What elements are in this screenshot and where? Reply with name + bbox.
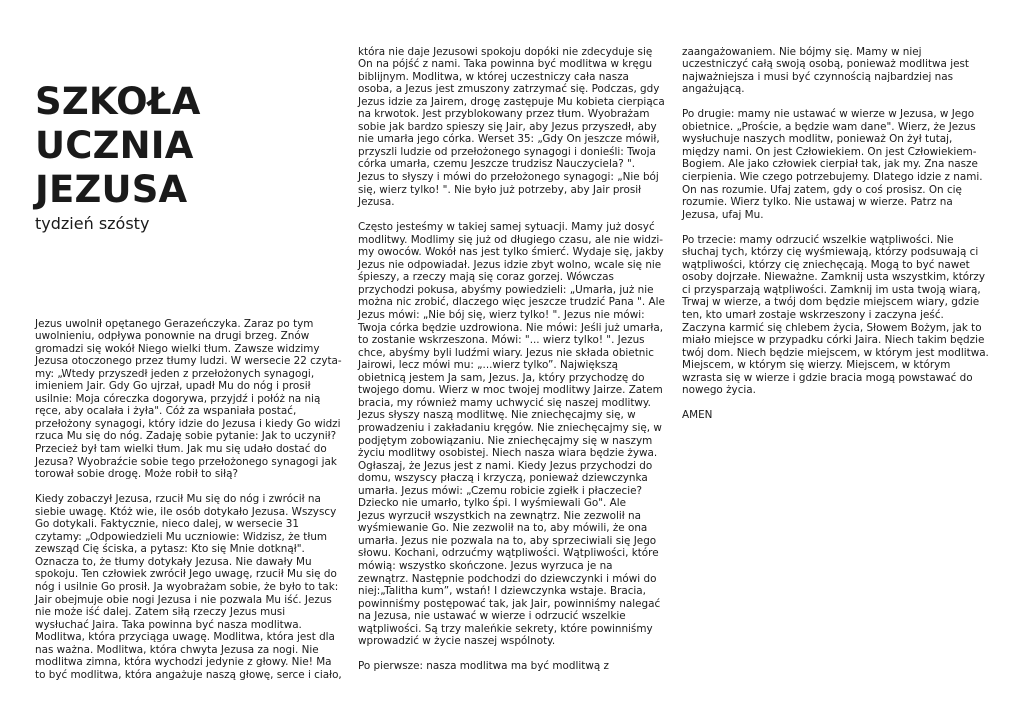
text-column-2	[358, 33, 668, 685]
paragraph: Po drugie: mamy nie ustawać w wierze w Jezusa, w Jego obietnice. „Proście, a będzie wam dane". Wierz, że Jezus wysłuchuje naszych modlitw, ponieważ On żył tutaj, między nami. On jest Człowiekiem. On jest Człowiekiem- Bogiem. Ale jako człowiek cierpiał tak, jak my. Zna nasze cierpienia. Wie czego potrzebujemy. Dlatego idzie z nami. On nas rozumie. Ufaj zatem, gdy o coś prosisz. On cię rozumie. Wierz tylko. Nie ustawaj w wierze. Patrz na Jezusa, ufaj Mu.	[682, 108, 983, 221]
paragraph: Jezus uwolnił opętanego Gerazeńczyka. Zaraz po tym uwolnieniu, odpływa ponownie na drugi brzeg. Znów gromadzi się wokół Niego wielki tłum. Zawsze widzimy Jezusa otoczonego przez tłumy ludzi. W wersecie 22 czyta- my: „Wtedy przyszedł jeden z przełożonych synagogi, imieniem Jair. Gdy Go ujrzał, upadł Mu do nóg i prosił usilnie: Moja córeczka dogorywa, przyjdź i połóż na nią ręce, aby ocalała i żyła". Cóż za wspaniała postać, przełożony synagogi, który idzie do Jezusa i kiedy Go widzi rzuca Mu się do nóg. Zadaję sobie pytanie: Jak to uczynił? Przecież był tam wielki tłum. Jak mu się udało dostać do Jezusa? Wyobraźcie sobie tego przełożonego synagogi jak torował sobie drogę. Może robił to siłą?	[35, 317, 342, 481]
page-title	[35, 80, 355, 212]
paragraph: Kiedy zobaczył Jezusa, rzucił Mu się do nóg i zwrócił na siebie uwagę. Któż wie, ile osób dotykało Jezusa. Wszyscy Go dotykali. Faktycznie, nieco dalej, w wersecie 31 czytamy: „Odpowiedzieli Mu uczniowie: Widzisz, że tłum zewsząd Cię ściska, a pytasz: Kto się Mnie dotknął". Oznacza to, że tłumy dotykały Jezusa. Nie dawały Mu spokoju. Ten człowiek zwrócił Jego uwagę, rzucił Mu się do nóg i usilnie Go prosił. Ja wyobrażam sobie, że było to tak: Jair obejmuje obie nogi Jezusa i nie pozwala Mu iść. Jezus nie może iść dalej. Zatem siłą rzeczy Jezus musi wysłuchać Jaira. Taka powinna być nasza modlitwa. Modlitwa, która przyciąga uwagę. Modlitwa, która jest dla nas ważna. Modlitwa, która chwyta Jezusa za nogi. Nie modlitwa zimna, która wychodzi jedynie z głowy. Nie! Ma to być modlitwa, która angażuje naszą głowę, serce i ciało,	[35, 493, 342, 681]
paragraph: Po trzecie: mamy odrzucić wszelkie wątpliwości. Nie słuchaj tych, którzy cię wyśmiewają, którzy podsuwają ci wątpliwości, którzy cię zniechęcają. Mogą to być nawet osoby dojrzałe. Nieważne. Zamknij usta wszystkim, którzy ci przysparzają wątpliwości. Zamknij im usta twoją wiarą, Trwaj w wierze, a twój dom będzie miejscem wiary, gdzie ten, kto umarł zostaje wskrzeszony i zaczyna jeść. Zaczyna karmić się chlebem życia, Słowem Bożym, jak to miało miejsce w przypadku córki Jaira. Niech takim będzie twój dom. Niech będzie miejscem, w którym jest modlitwa. Miejscem, w którym się wierzy. Miejscem, w którym wzrasta się w wierze i gdzie bracia mogą powstawać do nowego życia.	[682, 233, 989, 397]
closing-amen: AMEN	[682, 409, 713, 422]
title-block	[35, 80, 355, 233]
text-column-1	[35, 305, 345, 694]
paragraph: która nie daje Jezusowi spokoju dopóki nie zdecyduje się On na pójść z nami. Taka powinna być modlitwa w kręgu biblijnym. Modlitwa, w której uczestniczy cała nasza osoba, a Jezus jest zmuszony zatrzymać się. Podczas, gdy Jezus idzie za Jairem, drogę zastępuje Mu kobieta cierpiąca na krwotok. Jest przyblokowany przez tłum. Wyobrażam sobie jak bardzo spieszy się Jair, aby Jezus przyszedł, aby nie umarła jego córka. Werset 35: „Gdy On jeszcze mówił, przyszli ludzie od przełożonego synagogi i donieśli: Twoja córka umarła, czemu Jeszcze trudzisz Nauczyciela? ". Jezus to słyszy i mówi do przełożonego synagogi: „Nie bój się, wierz tylko! ". Nie było już potrzeby, aby Jair prosił Jezusa.	[358, 45, 665, 209]
paragraph: Po pierwsze: nasza modlitwa ma być modlitwą z	[358, 660, 609, 673]
text-column-3	[682, 33, 992, 435]
title-line-1: SZKOŁA	[35, 80, 201, 123]
title-line-2: UCZNIA JEZUSA	[35, 124, 194, 211]
paragraph: zaangażowaniem. Nie bójmy się. Mamy w niej uczestniczyć całą swoją osobą, ponieważ modlitwa jest najważniejsza i musi być czynnością najbardziej nas angażującą.	[682, 45, 969, 96]
paragraph: Często jesteśmy w takiej samej sytuacji. Mamy już dosyć modlitwy. Modlimy się już od długiego czasu, ale nie widzi- my owoców. Wokół nas jest tylko śmierć. Wydaje się, jakby Jezus nie odpowiadał. Jezus idzie zbyt wolno, wcale się nie śpieszy, a rzeczy mają się coraz gorzej. Wówczas przychodzi pokusa, abyśmy powiedzieli: „Umarła, już nie można nic zrobić, dlaczego więc jeszcze trudzić Pana ". Ale Jezus mówi: „Nie bój się, wierz tylko! ". Jezus nie mówi: Twoja córka będzie uzdrowiona. Nie mówi: Jeśli już umarła, to zostanie wskrzeszona. Mówi: "... wierz tylko! ". Jezus chce, abyśmy byli ludźmi wiary. Jezus nie składa obietnic Jairowi, lecz mówi mu: „...wierz tylko”. Największą obietnicą jestem Ja sam, Jezus. Ja, który przychodzę do twojego domu. Wierz w moc twojej modlitwy Jairze. Zatem bracia, my również mamy uchwycić się naszej modlitwy. Jezus słyszy naszą modlitwę. Nie zniechęcajmy się, w prowadzeniu i zakładaniu kręgów. Nie zniechęcajmy się, w podjętym zobowiązaniu. Nie zniechęcajmy się w naszym życiu modlitwy osobistej. Niech nasza wiara będzie żywa. Ogłaszaj, że Jezus jest z nami. Kiedy Jezus przychodzi do domu, wszyscy płaczą i krzyczą, ponieważ dziewczynka umarła. Jezus mówi: „Czemu robicie zgiełk i płaczecie? Dziecko nie umarło, tylko śpi. I wyśmiewali Go". Ale Jezus wyrzucił wszystkich na zewnątrz. Nie zezwolił na wyśmiewanie Go. Nie zezwolił na to, aby mówili, że ona umarła. Jezus nie pozwala na to, aby sprzeciwiali się Jego słowu. Kochani, odrzućmy wątpliwości. Wątpliwości, które mówią: wszystko skończone. Jezus wyrzuca je na zewnątrz. Następnie podchodzi do dziewczynki i mówi do niej:„Talitha kum”, wstań! I dziewczynka wstaje. Bracia, powinniśmy postępować tak, jak Jair, powinniśmy nalegać na Jezusa, nie ustawać w wierze i odrzucić wszelkie wątpliwości. Są trzy maleńkie sekrety, które powinniśmy wprowadzić w życie naszej wspólnoty.	[358, 221, 665, 648]
page-subtitle: tydzień szósty	[35, 214, 150, 233]
